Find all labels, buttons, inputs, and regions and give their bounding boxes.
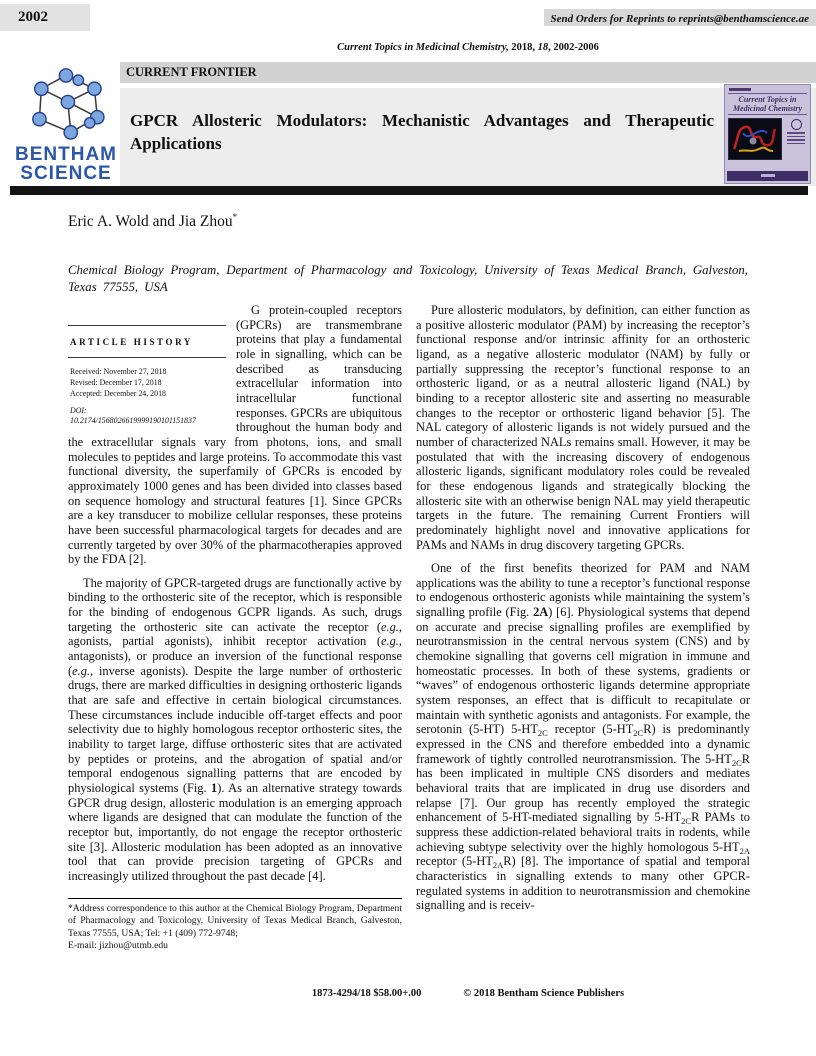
publisher-name-line2: SCIENCE	[20, 163, 112, 184]
doi-label: DOI:	[70, 405, 87, 415]
journal-emblem-icon	[791, 119, 802, 130]
cover-issue-strip	[729, 88, 751, 91]
footer-line	[120, 988, 816, 999]
molecule-logo-icon	[18, 66, 114, 140]
publisher-name-line1: BENTHAM	[15, 144, 117, 165]
copyright-notice: © 2018 Bentham Science Publishers	[463, 988, 625, 999]
body-columns	[68, 303, 750, 953]
doi-value: 10.2174/1568026619999190101151837	[70, 415, 196, 425]
reprint-notice: Send Orders for Reprints to reprints@benthamscience.ae	[550, 13, 809, 25]
reprint-notice-box	[544, 9, 816, 26]
cover-journal-title	[728, 93, 807, 115]
revised-date: Revised: December 17, 2018	[70, 377, 162, 387]
article-history-heading: ARTICLE HISTORY	[68, 326, 226, 358]
orthosteric-paragraph: The majority of GPCR-targeted drugs are functionally active by binding to the orthosteric site of the receptor, which is responsible for the binding of endogenous GCPR ligands. As such, drugs targeting the orthosteric site can activate the receptor (e.g., agonists, partial agonists), inhibit receptor activation (e.g., antagonists), or produce an inversion of the functional response (e.g., inverse agonists). Despite the large number of orthosteric drugs, there are marked difficulties in designing orthosteric ligands that are safe and effective in certain biological circumstances. These circumstances include inducible off-target effects and poor selectivity due to highly homologous receptor orthosteric sites, the inability to target large, diffuse orthosteric sites that are activated by peptides or proteins, and the abrogation of spatial and/or temporal endogenous signalling patterns that are encoded by physiological systems (Fig. 1). As an alternative strategy towards GPCR drug design, allosteric modulation is an emerging approach where ligands are designed that can modulate the function of the receptor but, importantly, do not engage the receptor orthosteric site [3]. Allosteric modulation has been adopted as an innovative tool that can provide precision targeting of GPCRs and increasingly utilized throughout the past decade [4].	[68, 575, 402, 883]
author-affiliation: Chemical Biology Program, Department of Pharmacology and Toxicology, University of Texas Medical Branch, Galveston, Texas 77555, USA	[68, 263, 748, 294]
article-title-box	[120, 88, 816, 186]
issn-price: 1873-4294/18 $58.00+.00	[311, 988, 422, 999]
received-date: Received: November 27, 2018	[70, 366, 167, 376]
cover-side-text	[785, 118, 807, 160]
cover-title-line2: Medicinal Chemistry	[732, 104, 803, 113]
section-label: CURRENT FRONTIER	[126, 65, 257, 79]
right-column	[416, 303, 750, 953]
pam-nam-benefits-paragraph: One of the first benefits theorized for PAM and NAM applications was the ability to tune a receptor’s functional response to endogenous orthosteric agonists while maintaining the system’s signalling profile (Fig. 2A) [6]. Physiological systems that depend on accurate and precise signalling profiles are exemplified by neurotransmission in the central nervous system (CNS) and by chemokine signalling that governs cell migration in immune and homeostatic processes. In both of these systems, gradients or “waves” of endogenous orthosteric ligands determine appropriate system responses, an effect that is difficult to recapitulate or maintain with synthetic agonists and antagonists. For example, the serotonin (5-HT) $5-HT_{2C}$ receptor $(5-HT_{2C}R)$ is predominantly expressed in the CNS and therefore embedded into a dynamic framework of tightly controlled neurotransmission. The $5-HT_{2C}R$ has been implicated in multiple CNS disorders and mediates behavioral traits that are implicated in drug use disorders and relapse [7]. Our group has recently employed the strategic enhancement of 5-HT-mediated signalling by $5-HT_{2C}R$ PAMs to suppress these addiction-related behavioral traits in rodents, while achieving subtype selectivity over the highly homologous $5-HT_{2A}$ receptor $(5-HT_{2A}R)$ [8]. The importance of spatial and temporal characteristics in signalling extends to many other GPCR-regulated systems in addition to neurotransmission and chemokine signalling and is receiv-	[416, 561, 750, 913]
article-title: GPCR Allosteric Modulators: Mechanistic Advantages and Therapeutic Applications	[130, 111, 714, 153]
intro-paragraph	[68, 303, 402, 567]
page-number-box	[0, 4, 90, 31]
cover-middle-row	[728, 118, 807, 160]
left-column	[68, 303, 402, 953]
cover-footer-bar	[727, 171, 808, 181]
bentham-science-logo	[14, 66, 118, 183]
intro-paragraph-text: G protein-coupled receptors (GPCRs) are transmembrane proteins that play a fundamental role in signalling, which can be described as transducing extracellular information into intracellular functional responses. GPCRs are ubiquitous throughout the human body and the extracellular signals vary from photons, ions, and small molecules to peptides and large proteins. To accommodate this vast functional diversity, the superfamily of GPCRs is encoded by approximately 1000 genes and has been divided into classes based on sequence homology and structural features [1]. Since GPCRs are a key transducer to mobilize cellular responses, these proteins have been successful pharmacological targets for decades and are currently targeted by over 30% of the pharmacotherapies approved by the FDA [2].	[68, 303, 402, 567]
author-names: Eric A. Wold and Jia Zhou*	[68, 212, 238, 231]
accepted-date: Accepted: December 24, 2018	[70, 388, 166, 398]
correspondence-footnote: *Address correspondence to this author at the Chemical Biology Program, Department of Pharmacology and Toxicology, University of Texas Medical Branch, Galveston, Texas 77555, USA; Tel: +1 (409) 772-9748; E-mail: jizhou@utmb.edu	[68, 898, 402, 953]
allosteric-modulators-paragraph: Pure allosteric modulators, by definition, can either function as a positive allosteric modulator (PAM) by increasing the receptor’s functional response and/or intrinsic affinity for an orthosteric ligand, as a negative allosteric modulator (NAM) by fully or partially suppressing the receptor’s functional response to an orthosteric ligand, or as a neutral allosteric ligand (NAL) by binding to a receptor allosteric site and asserting no measurable changes to the receptor or orthosteric ligand behavior [5]. The NAL category of allosteric ligands is not widely pursued and the number of characterized NALs remains small. However, it may be postulated that with the increasing discovery of endogenous allosteric ligands, significant modulatory roles could be revealed for these endogenous ligands and strategically blocking the allosteric site with an otherwise benign NAL may yield therapeutic targets in the future. The remaining Current Frontiers will predominately highlight novel and innovative applications for PAMs and NAMs in drug discovery targeting GPCRs.	[416, 303, 750, 552]
protein-structure-image	[728, 118, 782, 160]
journal-cover-thumbnail	[724, 84, 811, 184]
cover-title-line1: Current Topics in	[738, 95, 797, 104]
section-header-bar	[120, 62, 816, 83]
journal-citation: Current Topics in Medicinal Chemistry, 2018, 18, 2002-2006	[337, 42, 599, 53]
header-divider-rule	[10, 186, 808, 195]
article-history-box	[68, 303, 226, 426]
page-number: 2002	[18, 9, 48, 25]
